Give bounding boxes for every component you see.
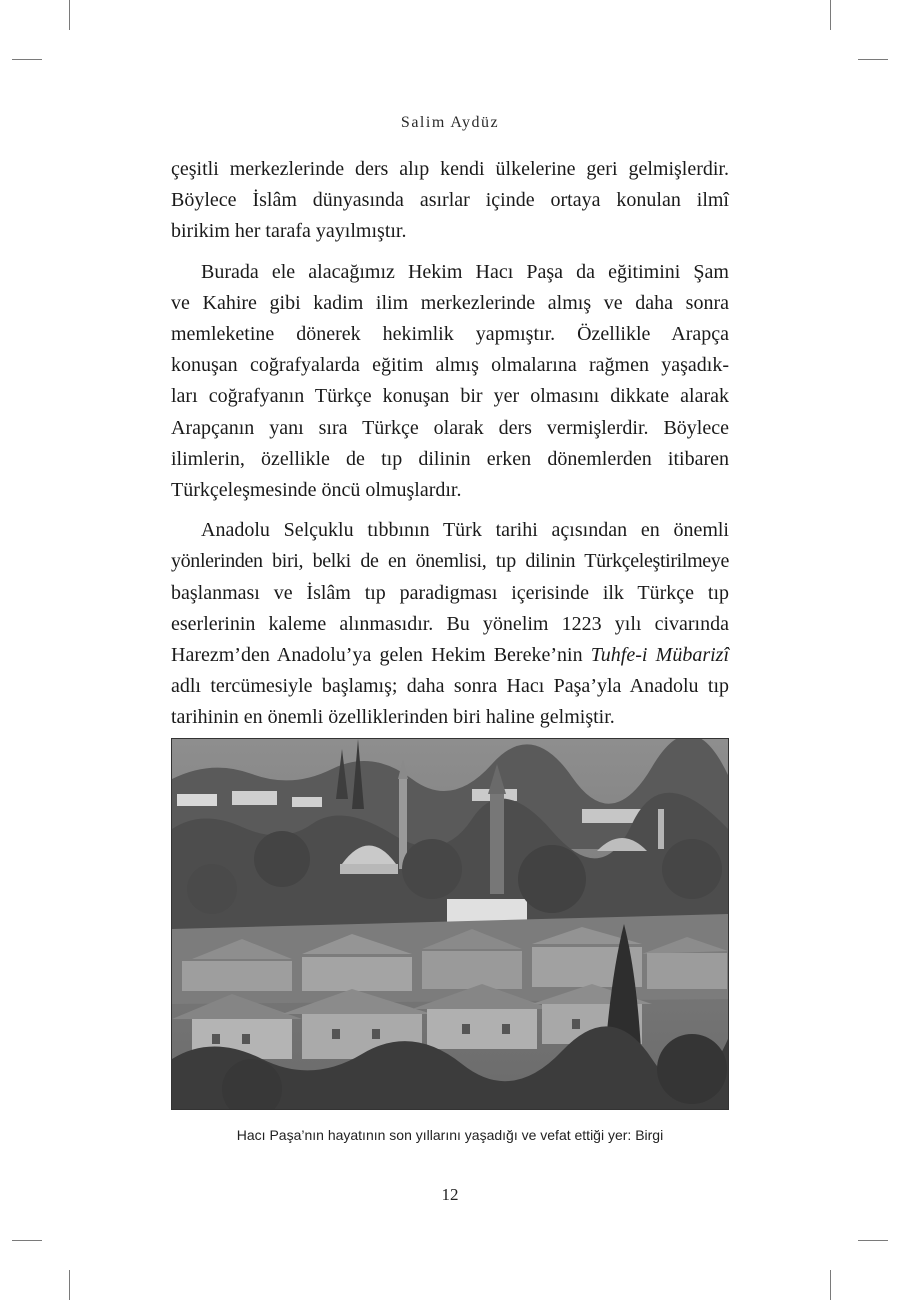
figure-caption: Hacı Paşa’nın hayatının son yıllarını yaşadığı ve vefat ettiği yer: Birgi — [236, 1127, 664, 1143]
text-line — [171, 640, 729, 671]
text-line: tarihinin en önemli özelliklerinden biri haline gelmiştir. — [171, 706, 615, 729]
body-text — [171, 154, 729, 743]
text-run: Harezm’den Anadolu’ya gelen Hekim Bereke’nin — [171, 644, 591, 667]
text-line: Arapçanın yanı sıra Türkçe olarak ders vermişlerdir. Böylece — [171, 416, 729, 439]
text-line: yönlerinden biri, belki de en önemlisi, tıp dilinin Türkçeleştirilmeye — [171, 550, 729, 573]
crop-mark — [12, 59, 42, 60]
text-line: ları coğrafyanın Türkçe konuşan bir yer olmasını dikkate alarak — [171, 385, 729, 408]
crop-mark — [858, 1240, 888, 1241]
town-photo-illustration — [172, 739, 728, 1109]
text-line: ilimlerin, özellikle de tıp dilinin erken dönemlerden itibaren — [171, 447, 729, 470]
text-line: adlı tercümesiyle başlamış; daha sonra Hacı Paşa’yla Anadolu tıp — [171, 675, 729, 698]
text-line: Böylece İslâm dünyasında asırlar içinde ortaya konulan ilmî — [171, 189, 729, 212]
text-line: başlanması ve İslâm tıp paradigması içerisinde ilk Türkçe tıp — [171, 581, 729, 604]
paragraph — [171, 154, 729, 248]
crop-mark — [858, 59, 888, 60]
book-title: Tuhfe-i Mübarizî — [590, 644, 729, 667]
text-line: eserlerinin kaleme alınmasıdır. Bu yönelim 1223 yılı civarında — [171, 612, 729, 635]
crop-mark — [12, 1240, 42, 1241]
town-photograph — [171, 738, 729, 1110]
text-line: Burada ele alacağımız Hekim Hacı Paşa da eğitimini Şam — [201, 260, 729, 283]
text-line: Anadolu Selçuklu tıbbının Türk tarihi açısından en önemli — [201, 519, 729, 542]
text-line: konuşan coğrafyalarda eğitim almış olmalarına rağmen yaşadık- — [171, 354, 729, 377]
page-number: 12 — [441, 1185, 459, 1204]
paragraph — [171, 515, 729, 733]
crop-mark — [830, 1270, 831, 1300]
paragraph — [171, 257, 729, 507]
running-head: Salim Aydüz — [400, 114, 500, 131]
crop-mark — [830, 0, 831, 30]
text-line: memleketine dönerek hekimlik yapmıştır. Özellikle Arapça — [171, 323, 729, 346]
text-line: çeşitli merkezlerinde ders alıp kendi ülkelerine geri gelmişlerdir. — [171, 158, 729, 180]
crop-mark — [69, 0, 70, 30]
crop-mark — [69, 1270, 70, 1300]
text-line: birikim her tarafa yayılmıştır. — [171, 220, 407, 243]
text-line: Türkçeleşmesinde öncü olmuşlardır. — [171, 479, 462, 502]
text-line: ve Kahire gibi kadim ilim merkezlerinde almış ve daha sonra — [171, 291, 729, 314]
